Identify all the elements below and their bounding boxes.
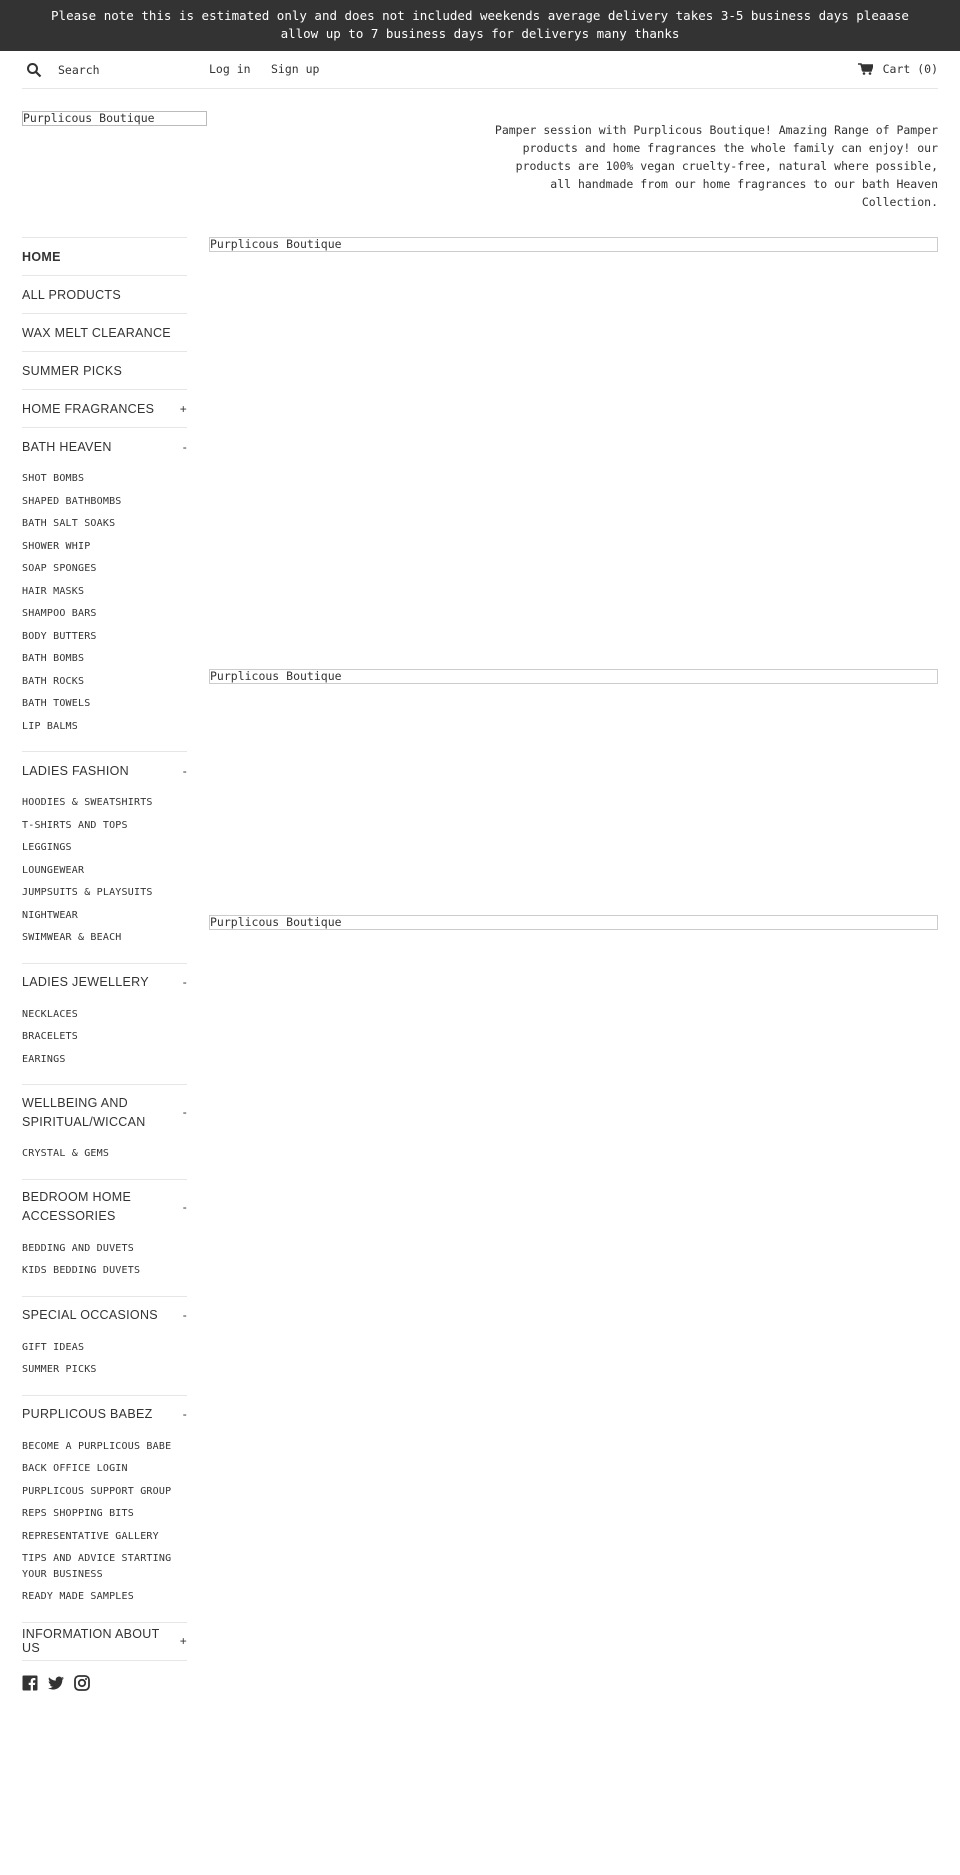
subnav-item[interactable]: LIP BALMS — [22, 720, 78, 732]
subnav-item[interactable]: SHOWER WHIP — [22, 540, 91, 552]
nav-home[interactable] — [22, 237, 187, 275]
collapse-toggle[interactable]: - — [182, 439, 187, 454]
subnav-item[interactable]: BATH BOMBS — [22, 653, 85, 664]
nav-wellbeing-label — [22, 1094, 146, 1132]
nav-ladies-fashion[interactable] — [22, 751, 187, 789]
subnav-special-occasions — [22, 1334, 187, 1395]
subnav-item[interactable]: HAIR MASKS — [22, 585, 85, 597]
subnav-item[interactable]: SOAP SPONGES — [22, 563, 97, 574]
subnav-item[interactable]: BRACELETS — [22, 1031, 78, 1042]
collapse-toggle[interactable]: - — [182, 1199, 187, 1214]
collapse-toggle[interactable]: - — [182, 975, 187, 989]
subnav-item[interactable]: SHAMPOO BARS — [22, 608, 97, 619]
collapse-toggle[interactable]: - — [182, 763, 187, 778]
search-input[interactable] — [58, 60, 208, 80]
subnav-item[interactable]: BATH SALT SOAKS — [22, 518, 116, 529]
subnav-item[interactable]: READY MADE SAMPLES — [22, 1591, 134, 1602]
subnav-item[interactable]: SWIMWEAR & BEACH — [22, 932, 122, 943]
nav-summer-picks[interactable] — [22, 351, 187, 389]
subnav-item[interactable]: JUMPSUITS & PLAYSUITS — [22, 887, 153, 898]
nav-bedroom-label-line2: ACCESSORIES — [22, 1209, 116, 1223]
subnav-item[interactable]: T-SHIRTS AND TOPS — [22, 819, 128, 831]
subnav-item[interactable]: SHAPED BATHBOMBS — [22, 495, 122, 507]
cart-label: Cart (0) — [882, 62, 938, 76]
expand-toggle[interactable]: + — [179, 401, 187, 416]
feature-image[interactable]: Purplicous Boutique — [209, 915, 938, 930]
nav-ladies-jewellery-label: LADIES JEWELLERY — [22, 975, 149, 989]
nav-special-occasions-label: SPECIAL OCCASIONS — [22, 1308, 158, 1322]
social-links — [22, 1660, 187, 1691]
nav-wellbeing-label-line2: SPIRITUAL/WICCAN — [22, 1114, 146, 1129]
subnav-bath-heaven — [22, 465, 187, 751]
subnav-item[interactable]: SHOT BOMBS — [22, 473, 85, 484]
cart-link[interactable] — [858, 62, 938, 76]
nav-wax-melt-clearance[interactable] — [22, 313, 187, 351]
subnav-item[interactable]: REPS SHOPPING BITS — [22, 1508, 134, 1519]
subnav-ladies-jewellery — [22, 1001, 187, 1085]
subnav-item[interactable]: KIDS BEDDING DUVETS — [22, 1265, 141, 1276]
nav-home-fragrances-label: HOME FRAGRANCES — [22, 401, 155, 416]
expand-toggle[interactable]: + — [179, 1634, 187, 1648]
subnav-item[interactable]: REPRESENTATIVE GALLERY — [22, 1530, 159, 1542]
feature-image[interactable]: Purplicous Boutique — [209, 237, 938, 252]
subnav-item[interactable]: EARINGS — [22, 1053, 66, 1065]
nav-wellbeing-label-line1: WELLBEING AND — [22, 1095, 129, 1110]
subnav-item[interactable]: BATH TOWELS — [22, 698, 91, 709]
nav-summer-picks-label: SUMMER PICKS — [22, 363, 123, 378]
nav-purplicous-babez-label: PURPLICOUS BABEZ — [22, 1407, 153, 1421]
collapse-toggle[interactable]: - — [182, 1308, 187, 1322]
sidebar-nav — [22, 237, 187, 1691]
subnav-bedroom — [22, 1235, 187, 1296]
nav-all-products[interactable] — [22, 275, 187, 313]
login-link[interactable]: Log in — [209, 62, 251, 76]
nav-home-label: HOME — [22, 249, 61, 264]
subnav-item[interactable]: CRYSTAL & GEMS — [22, 1148, 110, 1159]
nav-purplicous-babez[interactable] — [22, 1395, 187, 1433]
cart-icon — [858, 63, 873, 75]
subnav-item[interactable]: HOODIES & SWEATSHIRTS — [22, 797, 153, 808]
nav-bedroom-label-line1: BEDROOM HOME — [22, 1190, 132, 1204]
nav-wellbeing[interactable] — [22, 1084, 187, 1140]
subnav-item[interactable]: LEGGINGS — [22, 842, 72, 853]
subnav-item[interactable]: NIGHTWEAR — [22, 909, 78, 921]
facebook-icon[interactable] — [22, 1675, 38, 1691]
nav-all-products-label: ALL PRODUCTS — [22, 287, 121, 302]
subnav-item[interactable]: BECOME A PURPLICOUS BABE — [22, 1440, 172, 1452]
collapse-toggle[interactable]: - — [182, 1105, 187, 1119]
subnav-item[interactable]: BODY BUTTERS — [22, 630, 97, 642]
subnav-item[interactable]: NECKLACES — [22, 1008, 78, 1020]
search-icon[interactable] — [26, 62, 42, 78]
nav-wax-melt-label: WAX MELT CLEARANCE — [22, 325, 171, 340]
subnav-item[interactable]: SUMMER PICKS — [22, 1364, 97, 1375]
feature-image[interactable]: Purplicous Boutique — [209, 669, 938, 684]
subnav-item[interactable]: PURPLICOUS SUPPORT GROUP — [22, 1485, 172, 1497]
subnav-item[interactable]: LOUNGEWEAR — [22, 864, 85, 876]
nav-bath-heaven[interactable] — [22, 427, 187, 465]
subnav-item[interactable]: BACK OFFICE LOGIN — [22, 1463, 128, 1474]
nav-ladies-fashion-label: LADIES FASHION — [22, 763, 130, 778]
intro-text: Pamper session with Purplicous Boutique! Amazing Range of Pamper products and home fragrances the whole family can enjoy! our products are 100% vegan cruelty-free, natural where possible, all handmade from our home fragrances to our bath Heaven Collection. — [494, 123, 938, 209]
nav-information-label: INFORMATION ABOUT US — [22, 1627, 160, 1655]
store-logo[interactable]: Purplicous Boutique — [22, 111, 207, 126]
signup-link[interactable]: Sign up — [271, 62, 320, 76]
subnav-purplicous-babez — [22, 1433, 187, 1622]
nav-ladies-jewellery[interactable] — [22, 963, 187, 1001]
subnav-wellbeing — [22, 1140, 187, 1179]
subnav-item[interactable]: BATH ROCKS — [22, 675, 85, 687]
subnav-ladies-fashion — [22, 789, 187, 963]
nav-bath-heaven-label: BATH HEAVEN — [22, 439, 112, 454]
top-bar — [22, 51, 938, 89]
subnav-item[interactable]: BEDDING AND DUVETS — [22, 1242, 134, 1254]
twitter-icon[interactable] — [48, 1675, 64, 1691]
nav-bedroom-accessories[interactable] — [22, 1179, 187, 1235]
nav-special-occasions[interactable] — [22, 1296, 187, 1334]
subnav-item[interactable]: TIPS AND ADVICE STARTING YOUR BUSINESS — [22, 1553, 172, 1580]
subnav-item[interactable]: GIFT IDEAS — [22, 1341, 85, 1353]
announcement-bar: Please note this is estimated only and does not included weekends average delivery takes 3-5 business days pleaase allow up to 7 business days for deliverys many thanks — [0, 0, 960, 51]
instagram-icon[interactable] — [74, 1675, 90, 1691]
nav-home-fragrances[interactable] — [22, 389, 187, 427]
nav-information-about-us[interactable] — [22, 1622, 187, 1660]
nav-bedroom-label — [22, 1188, 131, 1226]
collapse-toggle[interactable]: - — [182, 1407, 187, 1421]
